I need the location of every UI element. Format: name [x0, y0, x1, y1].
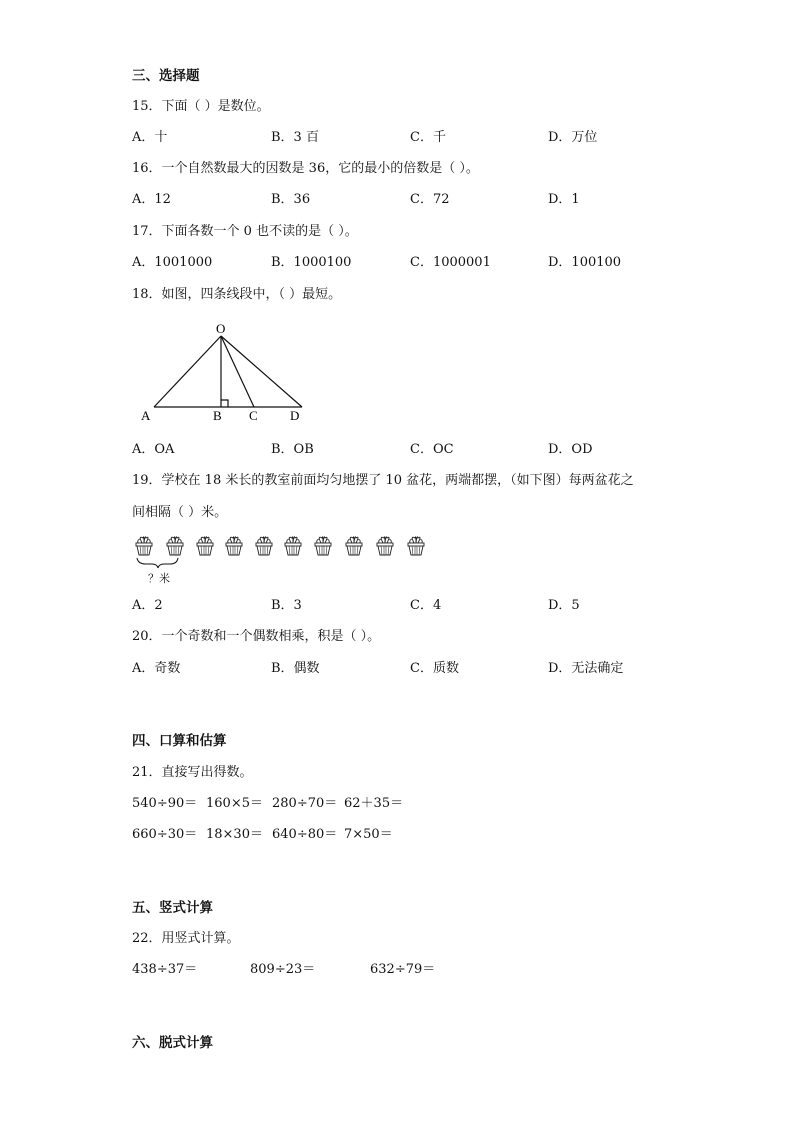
q19-option-c: C．4 [410, 598, 442, 613]
q17-option-b: B．1000100 [271, 255, 352, 270]
mental-calc-8: 7×50＝ [344, 827, 393, 842]
q16-option-c: C．72 [410, 192, 450, 207]
q18-option-b: B．OB [271, 442, 314, 457]
flower-pot-icon [285, 537, 301, 555]
mental-calc-7: 640÷80＝ [272, 827, 338, 842]
q19-option-a: A．2 [132, 598, 163, 613]
q17-option-c: C．1000001 [410, 255, 491, 270]
q17-option-a: A．1001000 [132, 255, 213, 270]
label-B: B [213, 408, 222, 423]
label-D: D [290, 408, 300, 423]
q17-option-d: D．100100 [548, 255, 622, 270]
q16-option-d: D．1 [548, 192, 580, 207]
label-C: C [249, 408, 258, 423]
flower-pot-icon [408, 537, 424, 555]
q16-option-b: B．36 [271, 192, 311, 207]
triangle-figure [132, 318, 322, 428]
mental-calc-5: 660÷30＝ [132, 827, 198, 842]
vertical-calc-3: 632÷79＝ [370, 962, 436, 977]
section-heading-6: 六、脱式计算 [132, 1035, 213, 1051]
flowerpots-figure [132, 532, 442, 588]
flower-pot-icon [256, 537, 272, 555]
flower-pot-icon [197, 537, 213, 555]
q20-option-c: C．质数 [410, 661, 459, 676]
flower-pot-icon [136, 537, 152, 555]
mental-calc-3: 280÷70＝ [272, 796, 338, 811]
q16-option-a: A．12 [132, 192, 171, 207]
section-heading-4: 四、口算和估算 [132, 733, 227, 749]
flower-pot-icon [167, 537, 183, 555]
q15-option-c: C．千 [410, 130, 446, 145]
flower-pot-icon [315, 537, 331, 555]
label-A: A [141, 408, 151, 423]
question-19-stem-line1: 19．学校在 18 米长的教室前面均匀地摆了 10 盆花，两端都摆，（如下图）每两盆花之 [132, 473, 634, 488]
flower-pot-icon [377, 537, 393, 555]
question-16-stem: 16．一个自然数最大的因数是 36，它的最小的倍数是（ ）。 [132, 161, 479, 176]
flower-pot-icon [346, 537, 362, 555]
q15-option-a: A．十 [132, 130, 168, 145]
mental-calc-6: 18×30＝ [206, 827, 263, 842]
question-22-stem: 22．用竖式计算。 [132, 931, 240, 946]
question-18-stem: 18．如图，四条线段中，（ ）最短。 [132, 287, 342, 302]
q20-option-d: D．无法确定 [548, 661, 624, 676]
vertical-calc-2: 809÷23＝ [250, 962, 316, 977]
question-19-stem-line2: 间相隔（ ）米。 [132, 505, 228, 520]
question-15-stem: 15．下面（ ）是数位。 [132, 99, 270, 114]
label-O: O [216, 321, 226, 336]
vertical-calc-1: 438÷37＝ [132, 962, 198, 977]
section-heading-5: 五、竖式计算 [132, 900, 213, 916]
q20-option-a: A．奇数 [132, 661, 181, 676]
question-20-stem: 20．一个奇数和一个偶数相乘，积是（ ）。 [132, 629, 381, 644]
q18-option-a: A．OA [132, 442, 175, 457]
flower-pot-icon [226, 537, 242, 555]
q19-option-d: D．5 [548, 598, 580, 613]
mental-calc-4: 62＋35＝ [344, 796, 404, 811]
distance-label: ？米 [148, 572, 170, 585]
q18-option-c: C．OC [410, 442, 454, 457]
q15-option-d: D．万位 [548, 130, 598, 145]
mental-calc-2: 160×5＝ [206, 796, 263, 811]
q15-option-b: B．3 百 [271, 130, 319, 145]
q20-option-b: B．偶数 [271, 661, 320, 676]
question-21-stem: 21．直接写出得数。 [132, 765, 253, 780]
q18-option-d: D．OD [548, 442, 593, 457]
question-17-stem: 17．下面各数一个 0 也不读的是（ ）。 [132, 224, 358, 239]
mental-calc-1: 540÷90＝ [132, 796, 198, 811]
q19-option-b: B．3 [271, 598, 302, 613]
section-heading-3: 三、选择题 [132, 68, 200, 84]
